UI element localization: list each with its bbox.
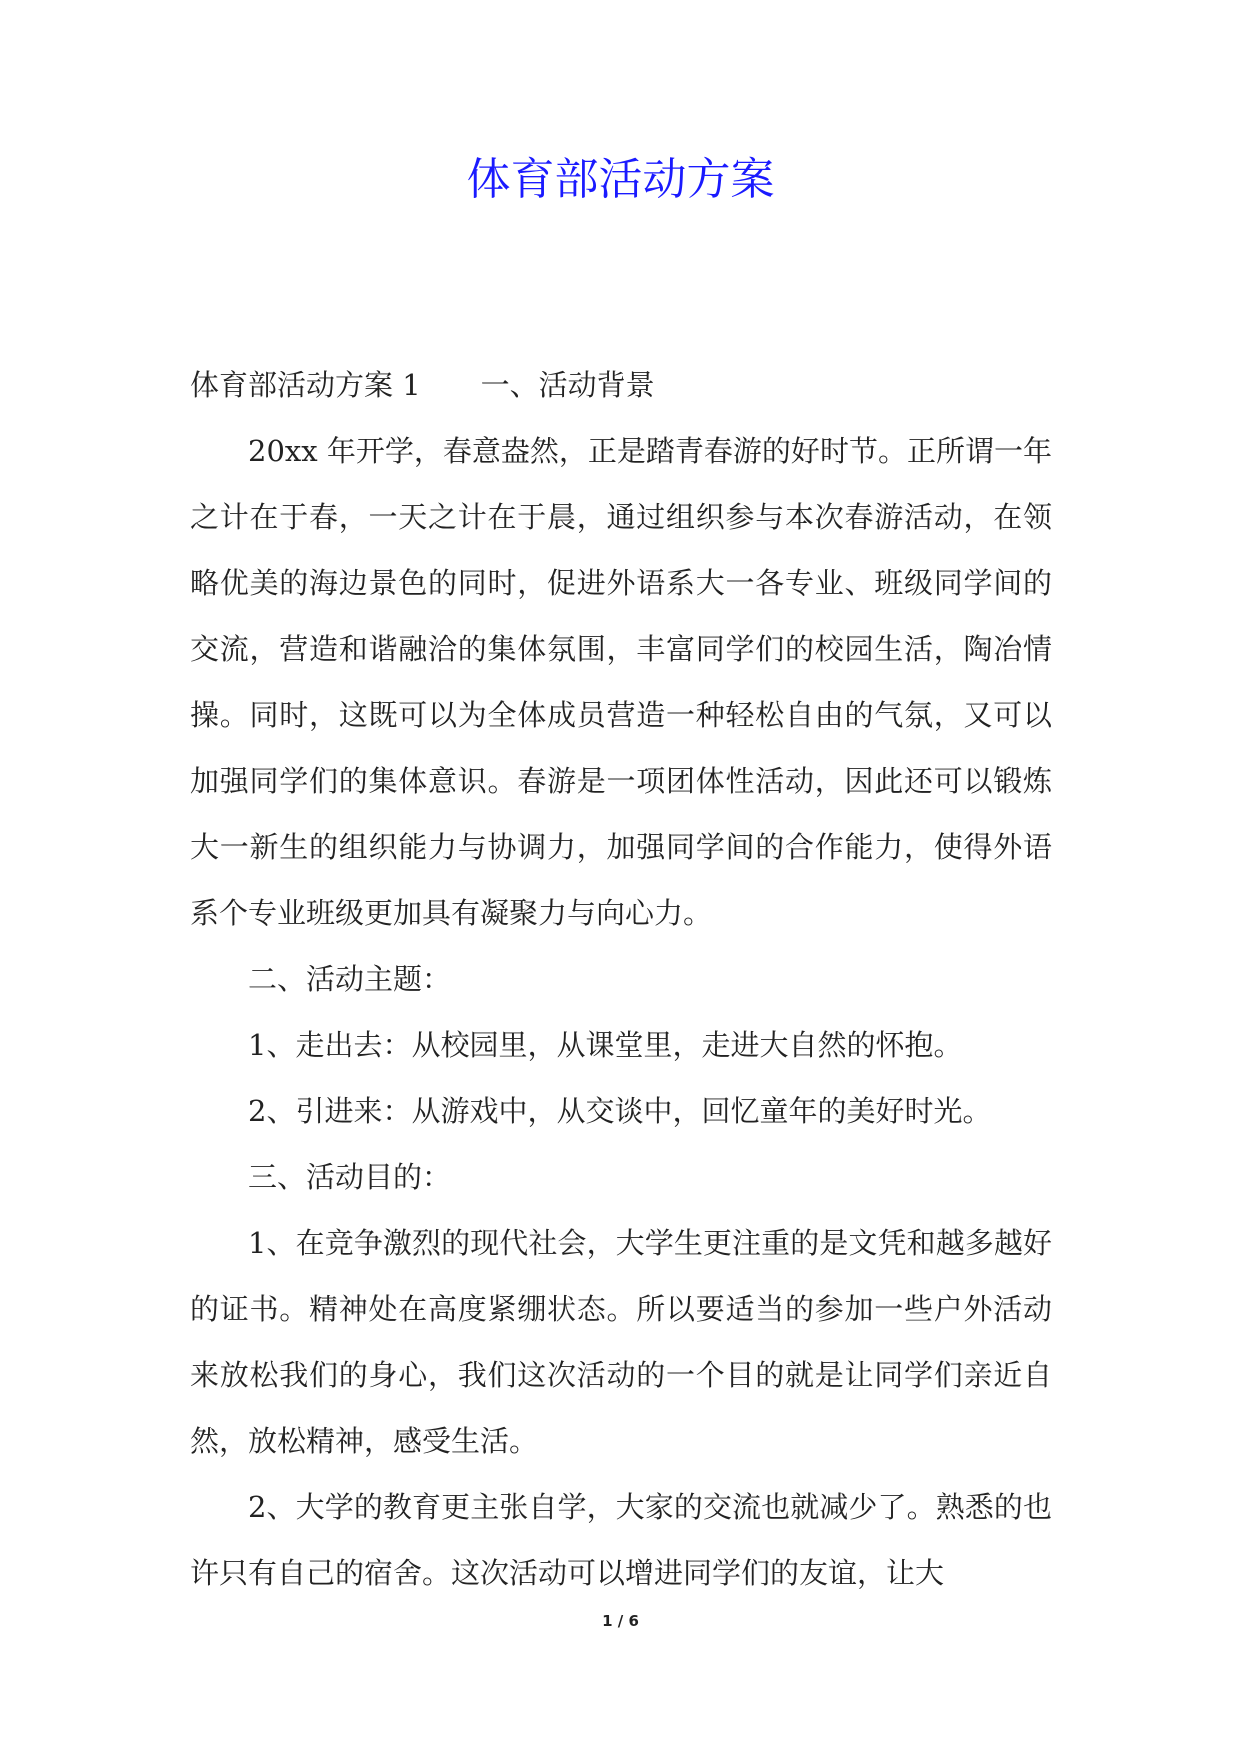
section-heading-theme: 二、活动主题： [248,962,452,996]
page-number: 1 / 6 [602,1612,639,1630]
first-line [190,352,1052,418]
plan-heading: 体育部活动方案 1 [190,368,421,402]
paragraph-background: 20xx 年开学，春意盎然，正是踏青春游的好时节。正所谓一年之计在于春，一天之计在于晨，通过组织参与本次春游活动，在领略优美的海边景色的同时，促进外语系大一各专业、班级同学间的交流，营造和谐融洽的集体氛围，丰富同学们的校园生活，陶冶情操。同时，这既可以为全体成员营造一种轻松自由的气氛，又可以加强同学们的集体意识。春游是一项团体性活动，因此还可以锻炼大一新生的组织能力与协调力，加强同学间的合作能力，使得外语系个专业班级更加具有凝聚力与向心力。 [190,434,1052,930]
theme-item-2: 2、引进来：从游戏中，从交谈中，回忆童年的美好时光。 [248,1094,992,1128]
theme-item-1: 1、走出去：从校园里，从课堂里，走进大自然的怀抱。 [248,1028,963,1062]
section-heading-purpose: 三、活动目的： [248,1160,452,1194]
purpose-item-2: 2、大学的教育更主张自学，大家的交流也就减少了。熟悉的也许只有自己的宿舍。这次活动可以增进同学们的友谊，让大 [190,1490,1052,1590]
section-heading-background: 一、活动背景 [480,368,655,402]
document-title: 体育部活动方案 [466,154,775,205]
purpose-item-1: 1、在竞争激烈的现代社会，大学生更注重的是文凭和越多越好的证书。精神处在高度紧绷状态。所以要适当的参加一些户外活动来放松我们的身心，我们这次活动的一个目的就是让同学们亲近自然，放松精神，感受生活。 [190,1226,1052,1458]
document-body [190,352,1052,1606]
